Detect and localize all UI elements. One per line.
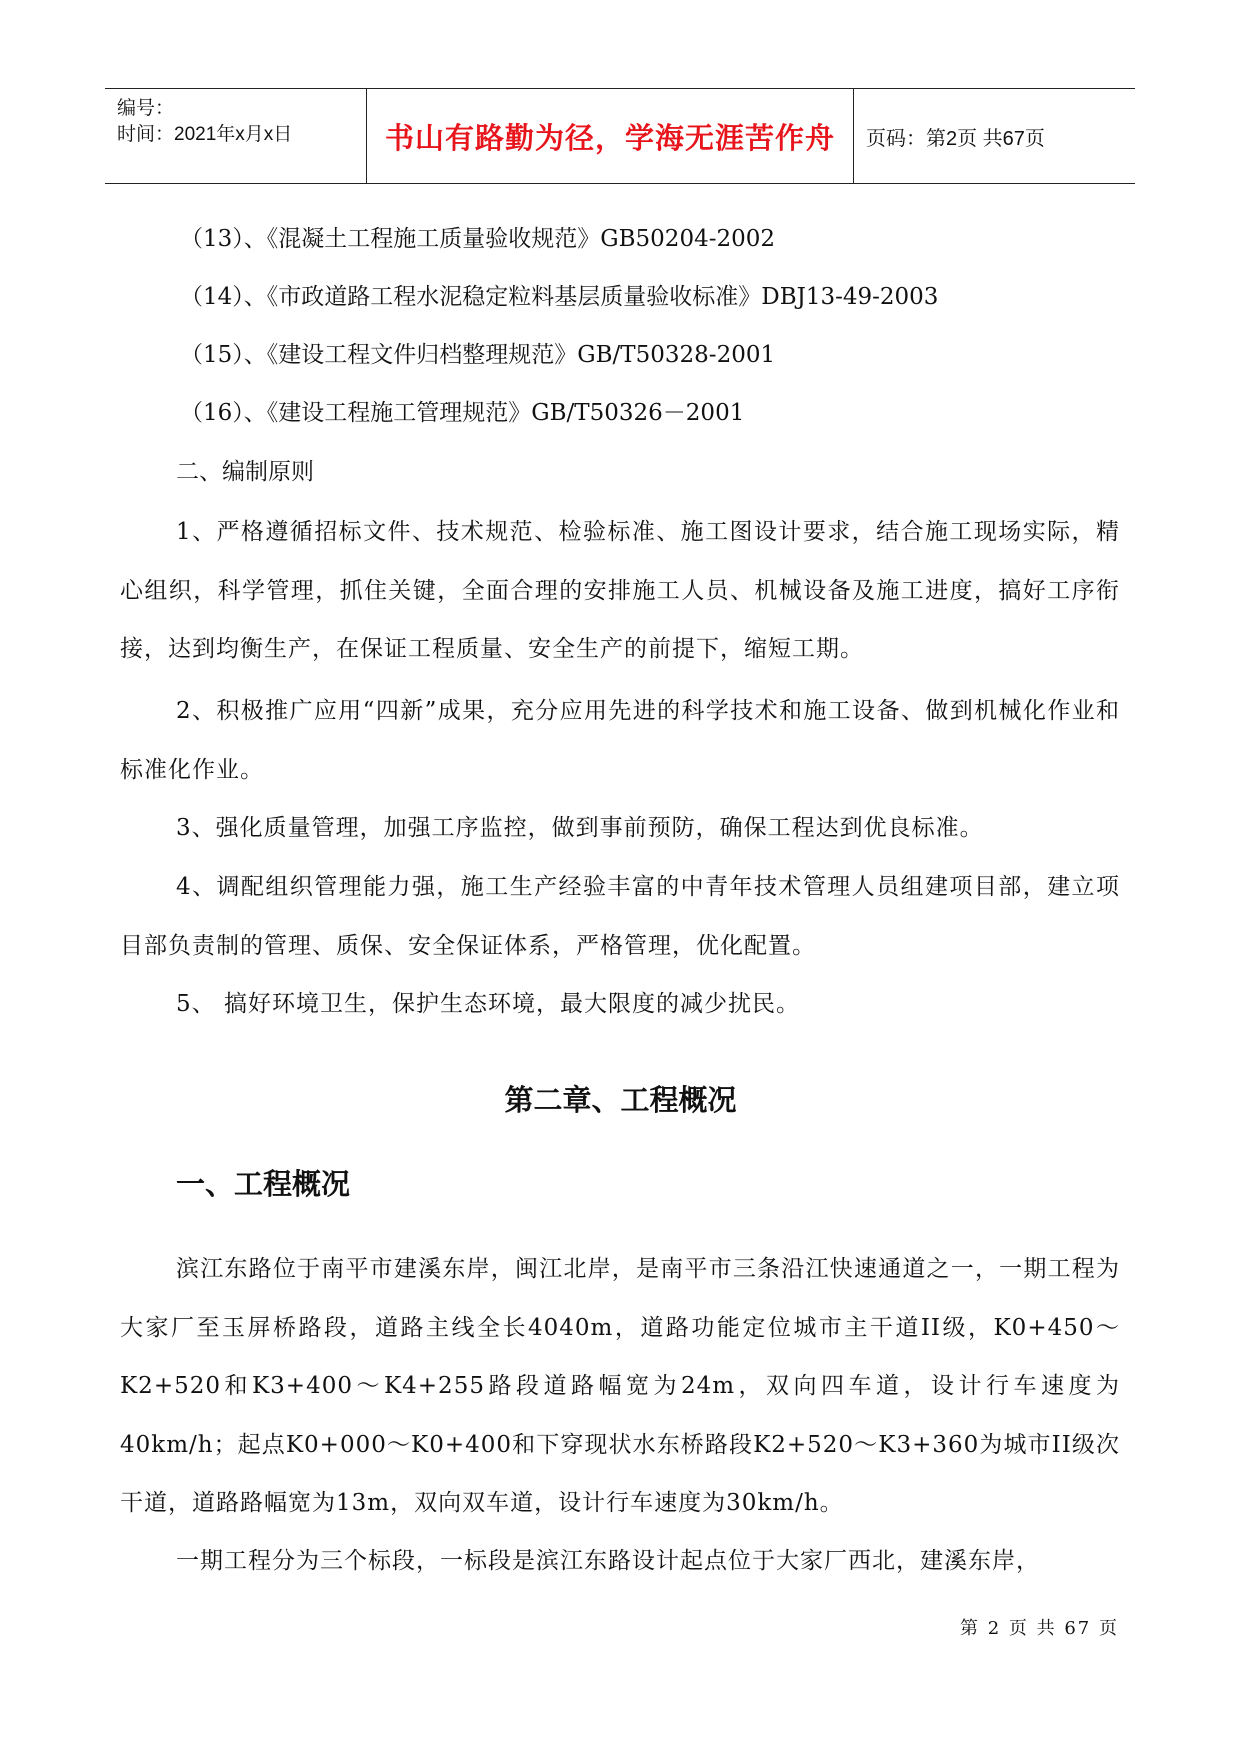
header-info-cell [105, 89, 367, 183]
header-motto: 书山有路勤为径，学海无涯苦作舟 [384, 120, 835, 155]
reference-item: （15）、《建设工程文件归档整理规范》GB/T50328-2001 [180, 342, 776, 368]
chapter-title: 第二章、工程概况 [504, 1083, 737, 1117]
overview-paragraph: 一期工程分为三个标段，一标段是滨江东路设计起点位于大家厂西北，建溪东岸， [176, 1548, 1040, 1574]
reference-item: （14）、《市政道路工程水泥稳定粒料基层质量验收标准》DBJ13-49-2003 [180, 284, 939, 310]
header-motto-cell [367, 89, 854, 183]
reference-item: （16）、《建设工程施工管理规范》GB/T50326－2001 [180, 400, 745, 426]
reference-item: （13）、《混凝土工程施工质量验收规范》GB50204-2002 [180, 226, 776, 252]
principles-heading: 二、编制原则 [176, 459, 314, 485]
principle-paragraph: 5、 搞好环境卫生，保护生态环境，最大限度的减少扰民。 [176, 991, 800, 1017]
principle-paragraph: 1、严格遵循招标文件、技术规范、检验标准、施工图设计要求，结合施工现场实际，精心组织，科学管理，抓住关键，全面合理的安排施工人员、机械设备及施工进度，搞好工序衔接，达到均衡生产，在保证工程质量、安全生产的前提下，缩短工期。 [120, 519, 1120, 662]
overview-paragraph: 滨江东路位于南平市建溪东岸，闽江北岸，是南平市三条沿江快速通道之一，一期工程为大家厂至玉屏桥路段，道路主线全长4040m，道路功能定位城市主干道II级，K0+450～K2+520和K3+400～K4+255路段道路幅宽为24m，双向四车道，设计行车速度为40km/h；起点K0+000～K0+400和下穿现状水东桥路段K2+520～K3+360为城市II级次干道，道路路幅宽为13m，双向双车道，设计行车速度为30km/h。 [120, 1256, 1120, 1516]
header-page-number: 页码：第2页 共67页 [866, 127, 1045, 150]
document-number-label: 编号： [117, 98, 175, 119]
principle-paragraph: 3、强化质量管理，加强工序监控，做到事前预防，确保工程达到优良标准。 [176, 815, 984, 841]
page-footer: 第 2 页 共 67 页 [960, 1618, 1119, 1639]
principle-paragraph: 4、调配组织管理能力强，施工生产经验丰富的中青年技术管理人员组建项目部，建立项目部负责制的管理、质保、安全保证体系，严格管理，优化配置。 [120, 874, 1120, 959]
document-time-label: 时间：2021年x月x日 [117, 124, 293, 145]
section-title: 一、工程概况 [176, 1167, 351, 1201]
principle-paragraph: 2、积极推广应用“四新”成果，充分应用先进的科学技术和施工设备、做到机械化作业和标准化作业。 [120, 698, 1120, 783]
page-header [105, 88, 1135, 184]
header-page-cell [854, 89, 1135, 183]
